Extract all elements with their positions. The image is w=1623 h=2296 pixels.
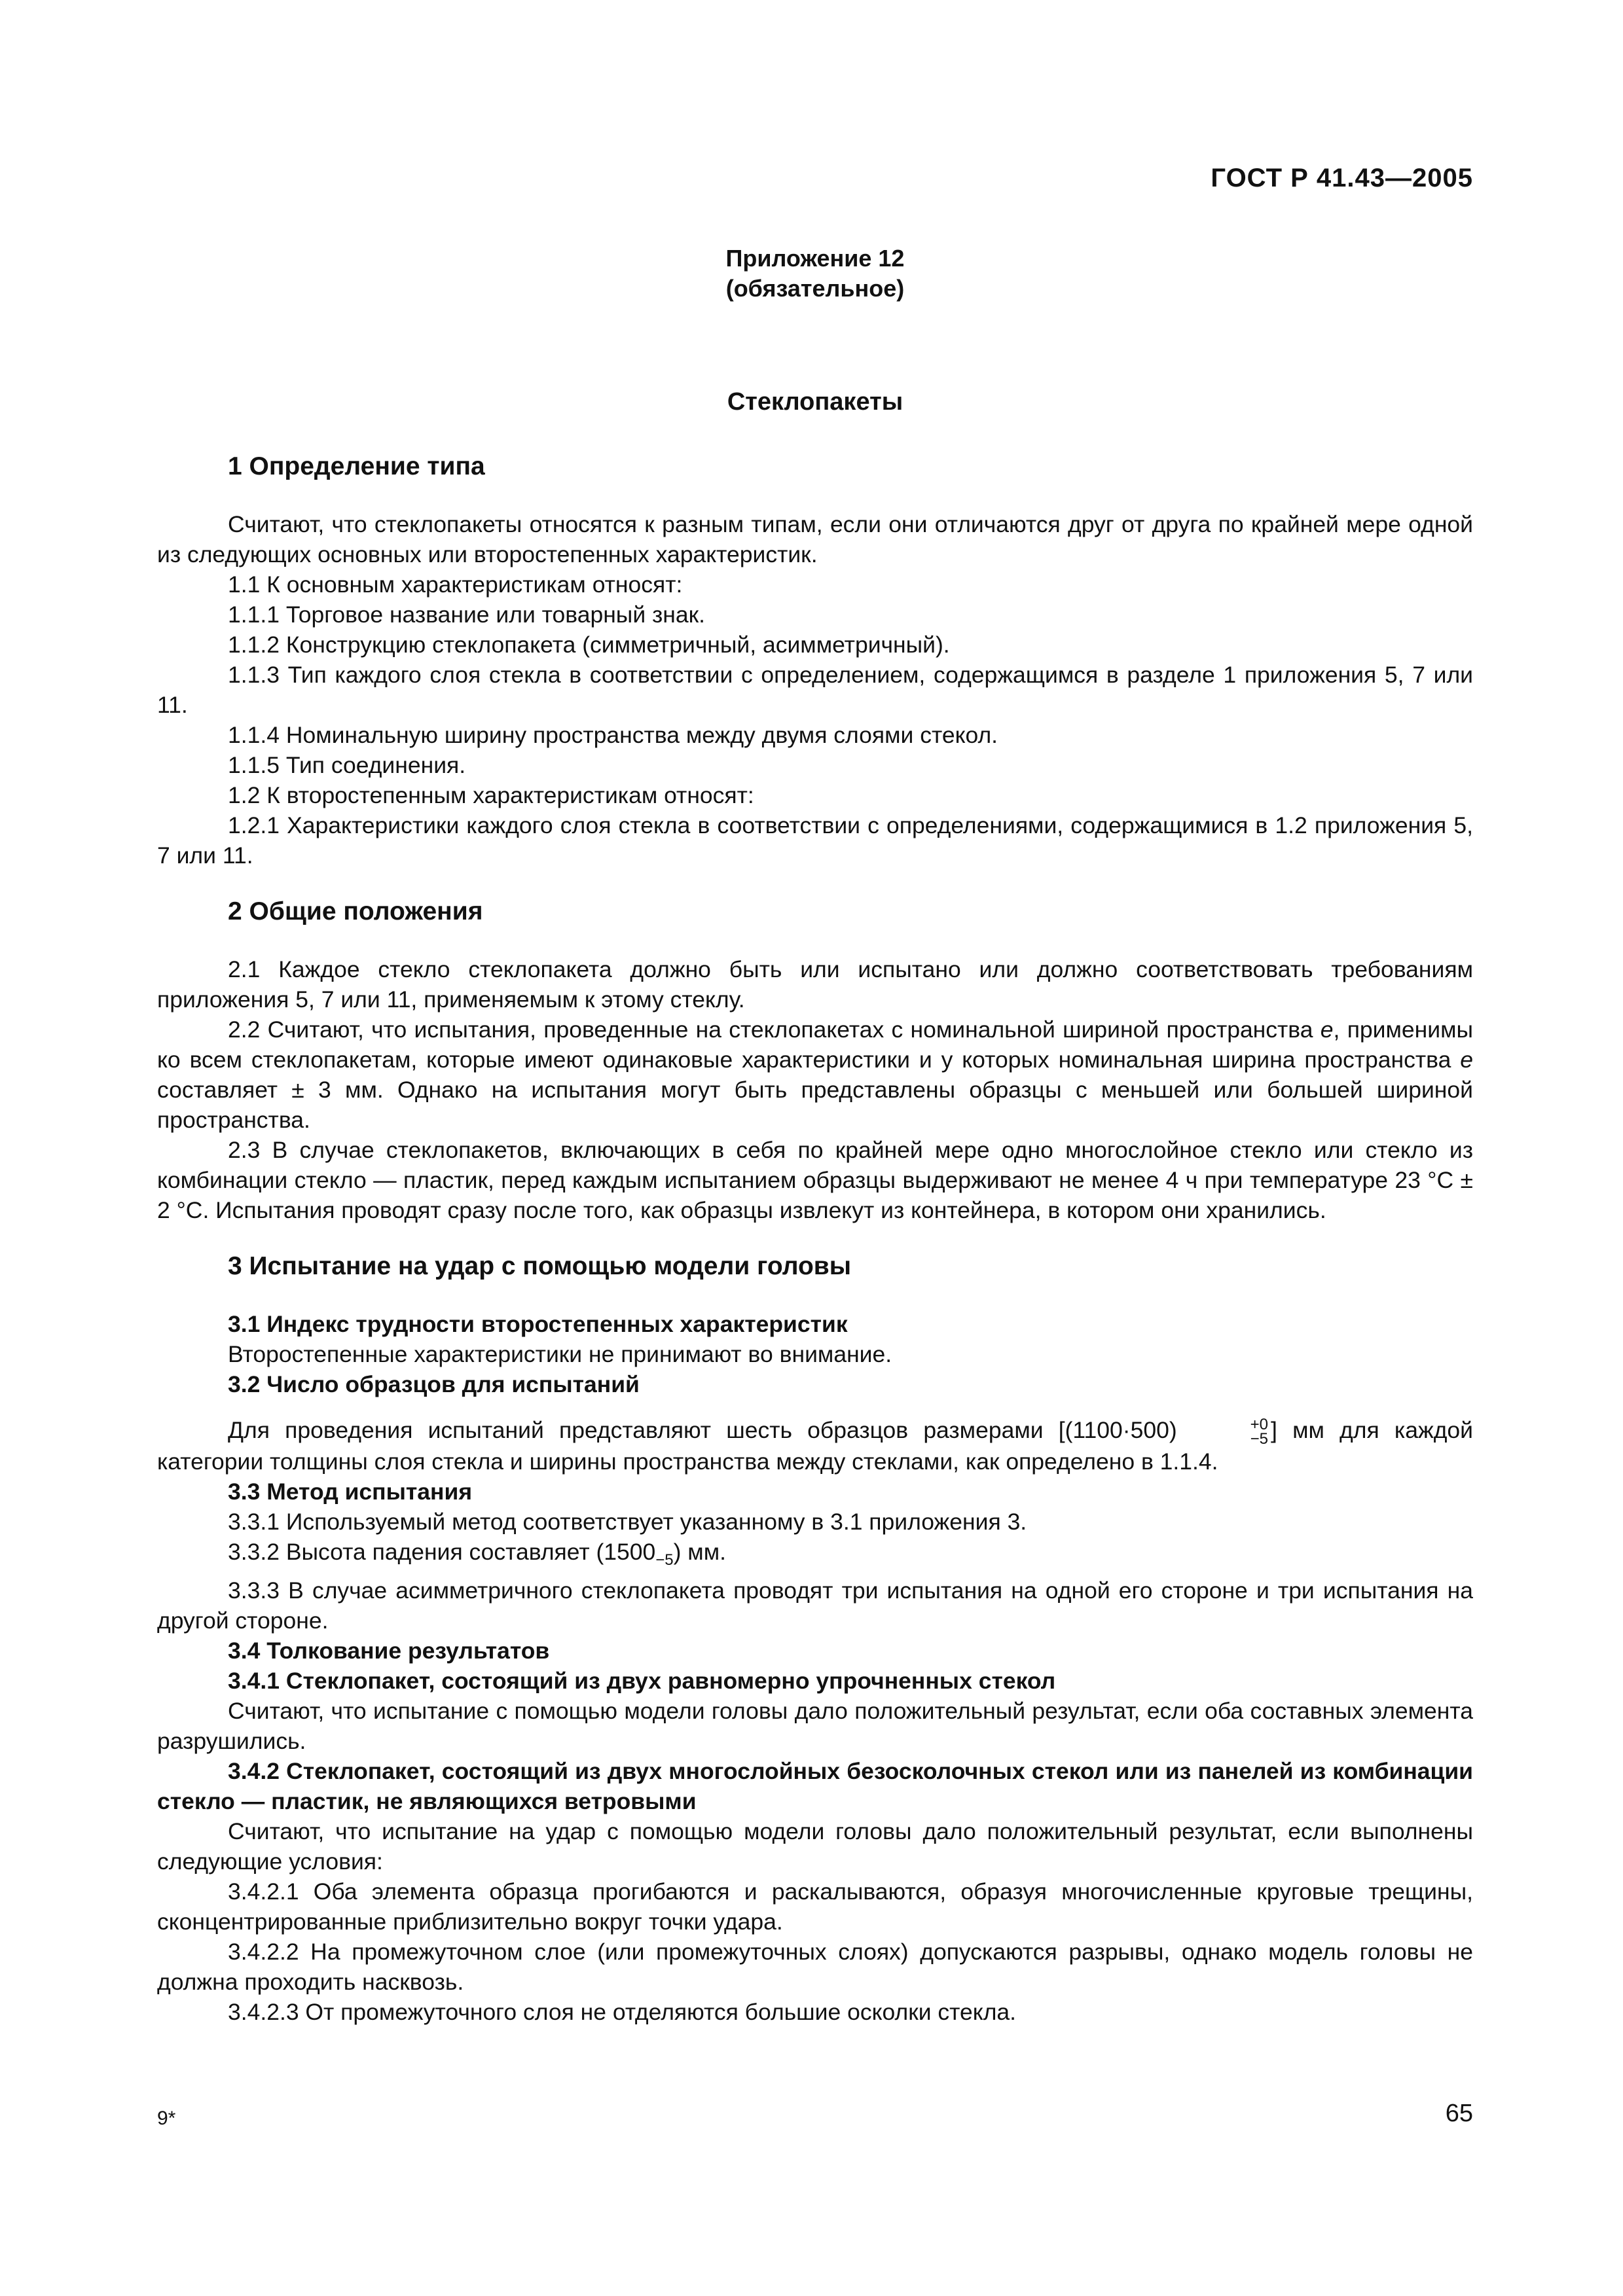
appendix-label (157, 243, 1473, 304)
paragraph: 3.3.2 Высота падения составляет $(1500_{-5})$ мм. (228, 1538, 726, 1569)
subsection-heading: 3.1 Индекс трудности второстепенных характеристик (228, 1311, 848, 1337)
paragraph: Второстепенные характеристики не принимают во внимание. (228, 1341, 892, 1367)
appendix-status: (обязательное) (725, 275, 905, 302)
paragraph: 3.3.3 В случае асимметричного стеклопакета проводят три испытания на одной его стороне и три испытания на другой стороне. (157, 1577, 1473, 1634)
paragraph: 2.1 Каждое стекло стеклопакета должно быть или испытано или должно соответствовать требованиям приложения 5, 7 или 11, применяемым к этому стеклу. (157, 956, 1473, 1013)
paragraph: 3.3.1 Используемый метод соответствует указанному в 3.1 приложения 3. (228, 1508, 1027, 1535)
tolerance-fraction: +0 −5 (1250, 1415, 1269, 1448)
section-2-heading: 2 Общие положения (228, 897, 483, 925)
document-body (157, 452, 1473, 2027)
section-1-heading: 1 Определение типа (228, 452, 485, 480)
standard-code: ГОСТ Р 41.43—2005 (1211, 164, 1473, 192)
subsection-heading: 3.2 Число образцов для испытаний (228, 1371, 640, 1397)
paragraph: Считают, что испытание на удар с помощью модели головы дало положительный результат, если выполнены следующие условия: (157, 1818, 1473, 1874)
paragraph: Считают, что стеклопакеты относятся к разным типам, если они отличаются друг от друга по крайней мере одной из следующих основных или второстепенных характеристик. (157, 511, 1473, 567)
subsection-heading: 3.3 Метод испытания (228, 1478, 473, 1505)
paragraph: 1.1 К основным характеристикам относят: (228, 571, 683, 598)
paragraph: Считают, что испытание с помощью модели головы дало положительный результат, если оба составных элемента разрушились. (157, 1697, 1473, 1754)
paragraph: 2.2 Считают, что испытания, проведенные на стеклопакетах с номинальной шириной пространства е, применимы ко всем стеклопакетам, которые имеют одинаковые характеристики и у которых номинальная ширина пространства е составляет ± 3 мм. Однако на испытания могут быть представлены образцы с меньшей или большей шириной пространства. (157, 1016, 1474, 1133)
paragraph: 3.4.2.2 На промежуточном слое (или промежуточных слоях) допускаются разрывы, однако модель головы не должна проходить насквозь. (157, 1938, 1473, 1995)
subsection-heading: 3.4.2 Стеклопакет, состоящий из двух многослойных безосколочных стекол или из панелей из комбинации стекло — пластик, не являющихся ветровыми (157, 1757, 1473, 1814)
section-3-heading: 3 Испытание на удар с помощью модели головы (228, 1252, 852, 1280)
document-page (157, 0, 1473, 2296)
appendix-number: Приложение 12 (725, 245, 905, 272)
paragraph: 1.1.2 Конструкцию стеклопакета (симметричный, асимметричный). (228, 632, 950, 658)
paragraph: 1.2.1 Характеристики каждого слоя стекла в соответствии с определениями, содержащимися в 1.2 приложения 5, 7 или 11. (157, 812, 1473, 869)
paragraph: 2.3 В случае стеклопакетов, включающих в себя по крайней мере одно многослойное стекло или стекло из комбинации стекло — пластик, перед каждым испытанием образцы выдерживают не менее 4 ч при температуре 23 °С ± 2 °С. Испытания проводят сразу после того, как образцы извлекут из контейнера, в котором они хранились. (157, 1137, 1473, 1223)
page-number: 65 (1445, 2100, 1473, 2127)
paragraph: 1.1.4 Номинальную ширину пространства между двумя слоями стекол. (228, 722, 998, 748)
subsection-heading: 3.4.1 Стеклопакет, состоящий из двух равномерно упрочненных стекол (228, 1667, 1056, 1694)
sheet-mark: 9* (157, 2108, 176, 2129)
paragraph: 1.1.5 Тип соединения. (228, 752, 466, 778)
paragraph: 1.1.1 Торговое название или товарный знак. (228, 601, 706, 628)
paragraph: 1.1.3 Тип каждого слоя стекла в соответствии с определением, содержащимся в разделе 1 приложения 5, 7 или 11. (157, 662, 1473, 718)
paragraph: 1.2 К второстепенным характеристикам относят: (228, 782, 754, 808)
document-title: Стеклопакеты (727, 388, 903, 416)
paragraph: 3.4.2.3 От промежуточного слоя не отделяются большие осколки стекла. (228, 1998, 1017, 2025)
paragraph: 3.4.2.1 Оба элемента образца прогибаются и раскалываются, образуя многочисленные круговые трещины, сконцентрированные приблизительно вокруг точки удара. (157, 1878, 1473, 1935)
subsection-heading: 3.4 Толкование результатов (228, 1637, 550, 1664)
paragraph: Для проведения испытаний представляют шесть образцов размерами [(1100·500) +0 −5 ] мм для каждой категории толщины слоя стекла и ширины пространства между стеклами, как определено в 1.1.4. (157, 1415, 1473, 1475)
